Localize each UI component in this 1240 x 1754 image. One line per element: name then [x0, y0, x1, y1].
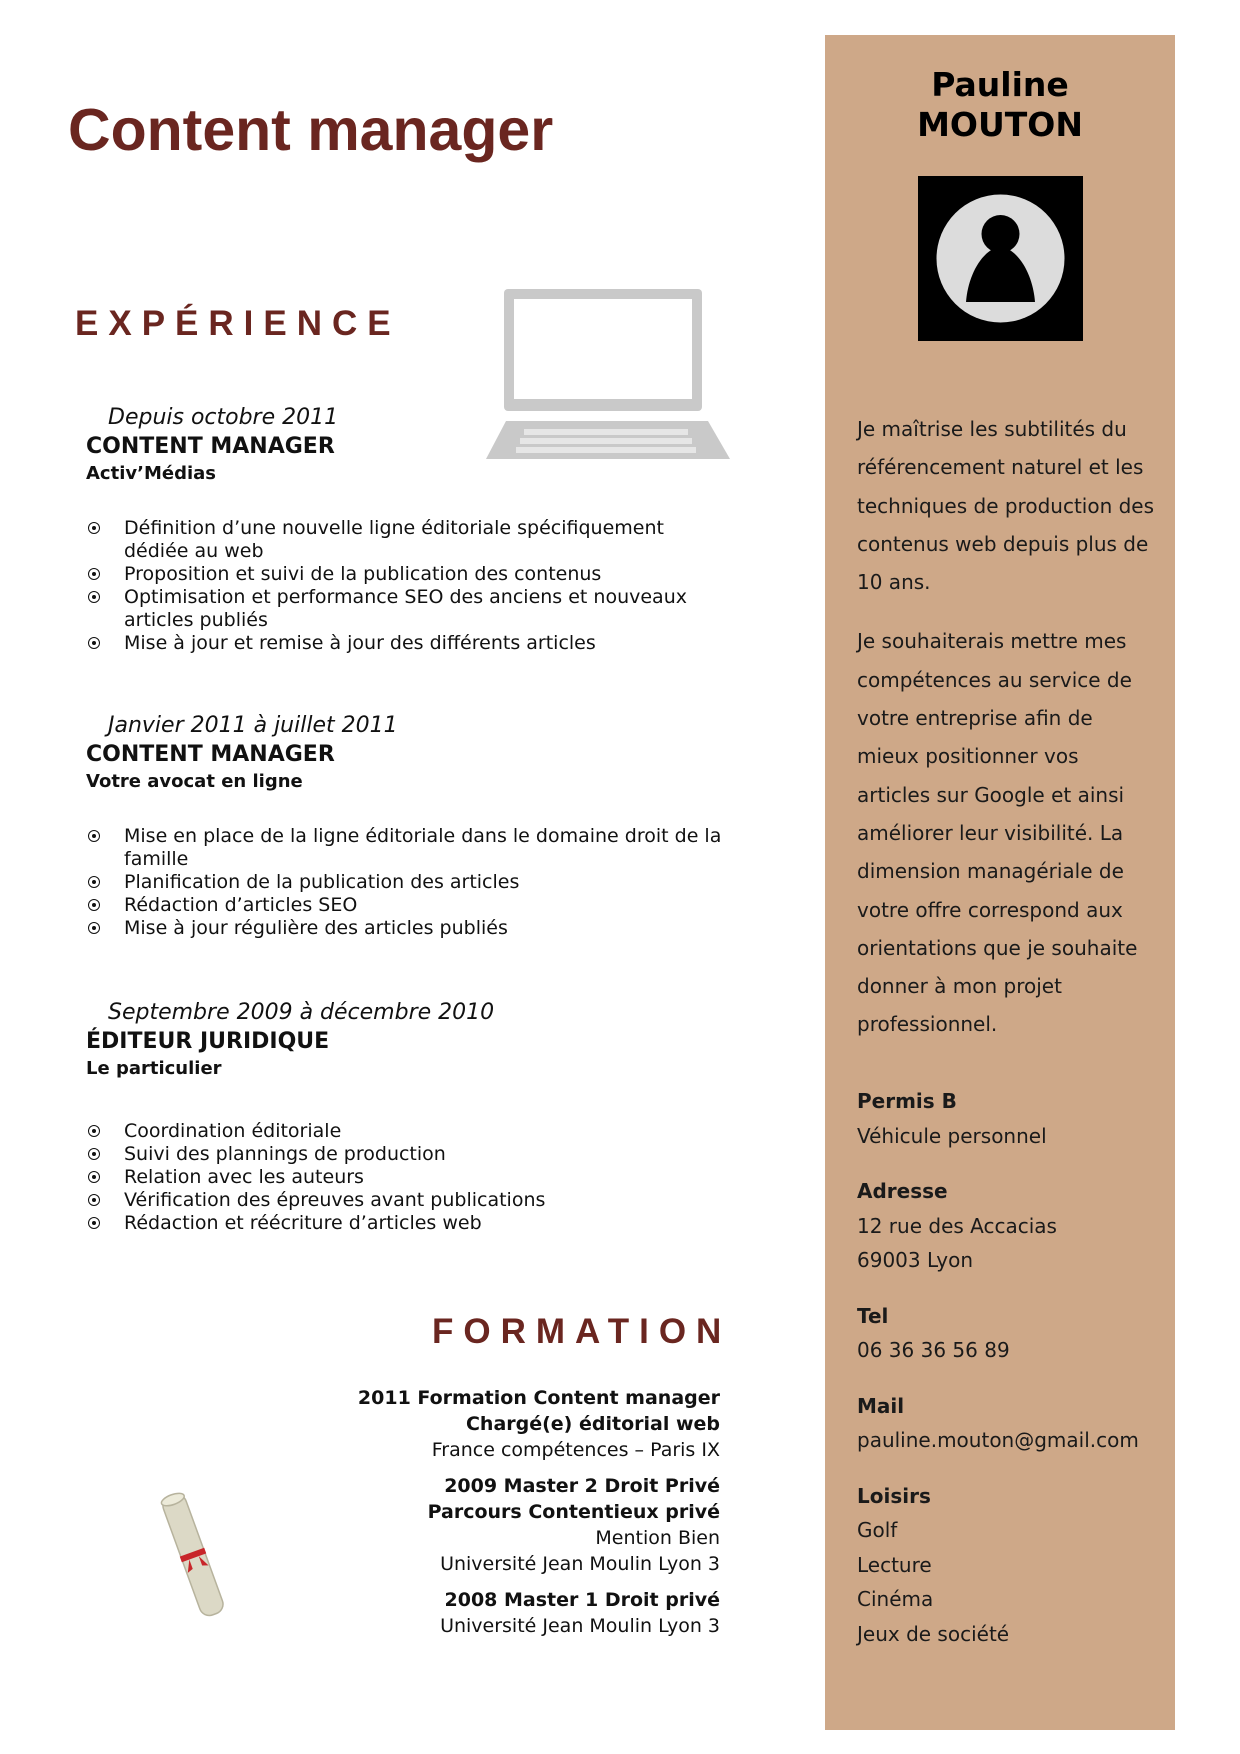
list-item: Rédaction d’articles SEO [86, 894, 726, 917]
bullet-icon [88, 1148, 100, 1160]
permis-label: Permis B [857, 1089, 957, 1113]
bullet-icon [88, 637, 100, 649]
job-title: ÉDITEUR JURIDIQUE [86, 1029, 330, 1054]
diploma-icon [148, 1488, 238, 1623]
hobby-item: Cinéma [857, 1587, 934, 1611]
job-date: Septembre 2009 à décembre 2010 [108, 1000, 495, 1025]
job-date: Janvier 2011 à juillet 2011 [108, 713, 398, 738]
task-list [86, 517, 726, 655]
job-company: Le particulier [86, 1058, 222, 1079]
hobby-item: Jeux de société [857, 1621, 1010, 1646]
tel-label: Tel [857, 1303, 889, 1328]
list-item: Mise à jour et remise à jour des différents articles [86, 632, 726, 655]
bullet-icon [88, 899, 100, 911]
bullet-icon [88, 1217, 100, 1229]
formation-entry: 2008 Master 1 Droit privé Université Jean Moulin Lyon 3 [440, 1589, 720, 1637]
formation-heading: FORMATION [432, 1312, 732, 1351]
bullet-icon [88, 591, 100, 603]
job-entry [86, 998, 726, 1235]
page-title: Content manager [68, 97, 554, 163]
job-company: Votre avocat en ligne [86, 771, 303, 792]
formation-entry: 2011 Formation Content manager Chargé(e) éditorial web France compétences – Paris IX [357, 1387, 720, 1461]
job-title: CONTENT MANAGER [86, 742, 335, 767]
list-item: Proposition et suivi de la publication des contenus [86, 563, 726, 586]
job-title: CONTENT MANAGER [86, 434, 335, 459]
job-date: Depuis octobre 2011 [108, 405, 339, 430]
bullet-icon [88, 522, 100, 534]
bullet-icon [88, 830, 100, 842]
list-item: Mise en place de la ligne éditoriale dans le domaine droit de la famille [86, 825, 726, 871]
permis-value: Véhicule personnel [857, 1123, 1047, 1148]
address-line: 69003 Lyon [857, 1248, 974, 1272]
hobby-item: Lecture [857, 1552, 932, 1577]
tel-value: 06 36 36 56 89 [857, 1338, 1010, 1362]
list-item: Suivi des plannings de production [86, 1143, 726, 1166]
contact-info [857, 1084, 1157, 1651]
job-company: Activ’Médias [86, 463, 216, 484]
bullet-icon [88, 876, 100, 888]
intro-text: Je maîtrise les subtilités du référencement naturel et les techniques de production des contenus web depuis plus de 10 ans. Je souhaiterais mettre mes compétences au service de votre entreprise afin de mieux positionner vos articles sur Google et ainsi améliorer leur visibilité. La dimension managériale de votre offre correspond aux orientations que je souhaite donner à mon projet professionnel. [857, 417, 1155, 1037]
candidate-name: Pauline MOUTON [917, 65, 1083, 144]
list-item: Rédaction et réécriture d’articles web [86, 1212, 726, 1235]
list-item: Optimisation et performance SEO des anciens et nouveaux articles publiés [86, 586, 726, 632]
list-item: Coordination éditoriale [86, 1120, 726, 1143]
bullet-icon [88, 1171, 100, 1183]
address-label: Adresse [857, 1179, 948, 1203]
hobby-item: Golf [857, 1518, 898, 1542]
formation-list [260, 1385, 720, 1649]
list-item: Vérification des épreuves avant publications [86, 1189, 726, 1212]
bullet-icon [88, 1194, 100, 1206]
bullet-icon [88, 922, 100, 934]
user-icon [918, 176, 1083, 341]
sidebar [825, 35, 1175, 1730]
mail-label: Mail [857, 1393, 905, 1418]
list-item: Planification de la publication des articles [86, 871, 726, 894]
bullet-icon [88, 568, 100, 580]
bullet-icon [88, 1125, 100, 1137]
address-line: 12 rue des Accacias [857, 1213, 1057, 1238]
task-list [86, 1120, 726, 1235]
list-item: Définition d’une nouvelle ligne éditoriale spécifiquement dédiée au web [86, 517, 726, 563]
job-entry [86, 403, 726, 655]
avatar [918, 176, 1083, 341]
mail-value: pauline.mouton@gmail.com [857, 1428, 1139, 1452]
experience-heading: EXPÉRIENCE [75, 304, 401, 343]
job-entry [86, 711, 726, 940]
formation-entry: 2009 Master 2 Droit Privé Parcours Contentieux privé Mention Bien Université Jean Moulin Lyon 3 [427, 1475, 720, 1575]
list-item: Relation avec les auteurs [86, 1166, 726, 1189]
task-list [86, 825, 726, 940]
list-item: Mise à jour régulière des articles publiés [86, 917, 726, 940]
hobbies-label: Loisirs [857, 1483, 931, 1508]
